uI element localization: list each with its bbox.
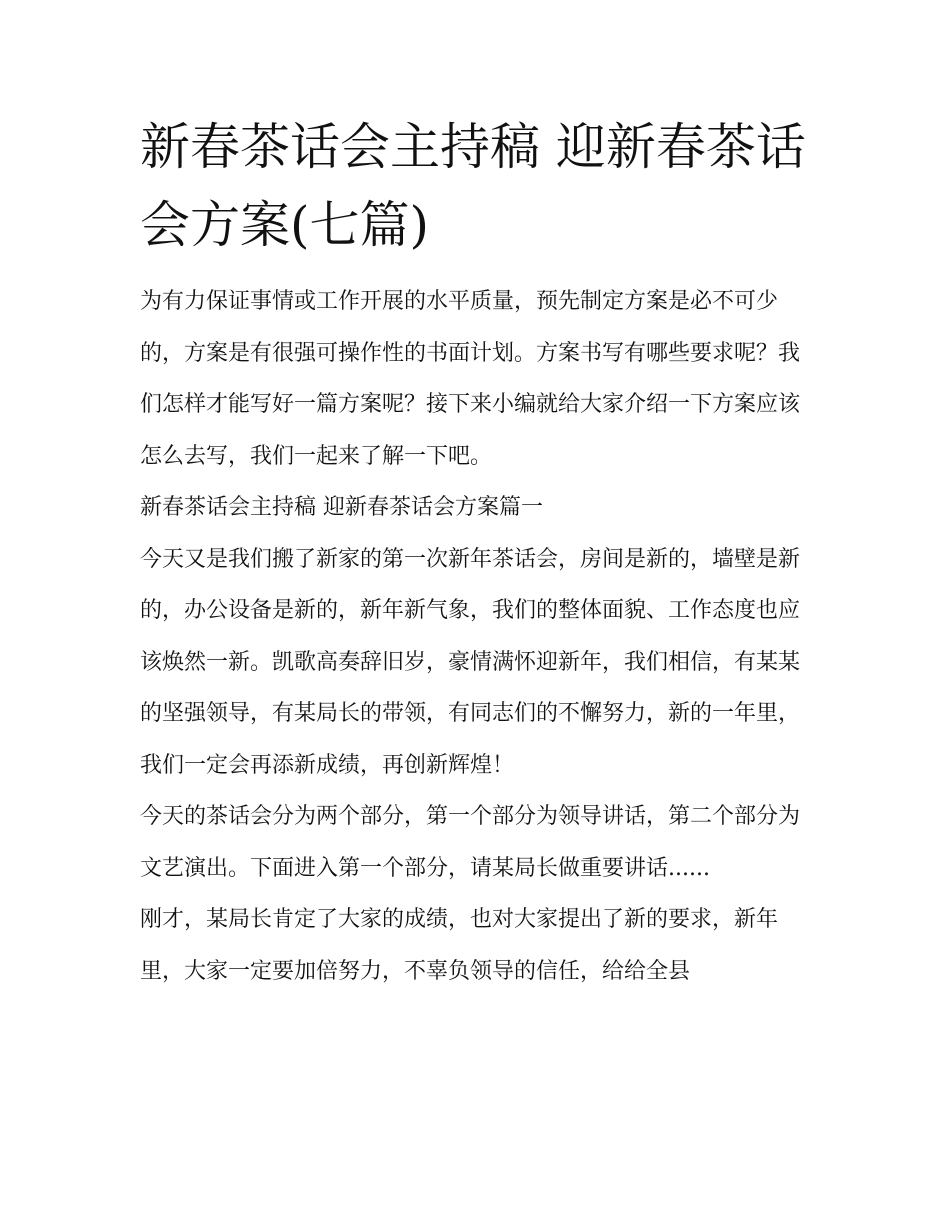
- document-title: 新春茶话会主持稿 迎新春茶话会方案(七篇): [140, 118, 806, 254]
- document-body: [140, 276, 816, 997]
- body-paragraph: 今天又是我们搬了新家的第一次新年茶话会，房间是新的，墙壁是新的，办公设备是新的，新年新气象，我们的整体面貌、工作态度也应该焕然一新。凯歌高奏辞旧岁，豪情满怀迎新年，我们相信，有某某的坚强领导，有某局长的带领，有同志们的不懈努力，新的一年里，我们一定会再添新成绩，再创新辉煌！: [140, 546, 801, 778]
- body-paragraph: 今天的茶话会分为两个部分，第一个部分为领导讲话，第二个部分为文艺演出。下面进入第一个部分，请某局长做重要讲话......: [140, 804, 801, 881]
- intro-paragraph: 为有力保证事情或工作开展的水平质量，预先制定方案是必不可少的，方案是有很强可操作性的书面计划。方案书写有哪些要求呢？我们怎样才能写好一篇方案呢？接下来小编就给大家介绍一下方案应该怎么去写，我们一起来了解一下吧。: [140, 289, 801, 469]
- section-heading: 新春茶话会主持稿 迎新春茶话会方案篇一: [140, 495, 543, 520]
- body-paragraph: 刚才，某局长肯定了大家的成绩，也对大家提出了新的要求，新年里，大家一定要加倍努力，不辜负领导的信任，给给全县: [140, 907, 779, 984]
